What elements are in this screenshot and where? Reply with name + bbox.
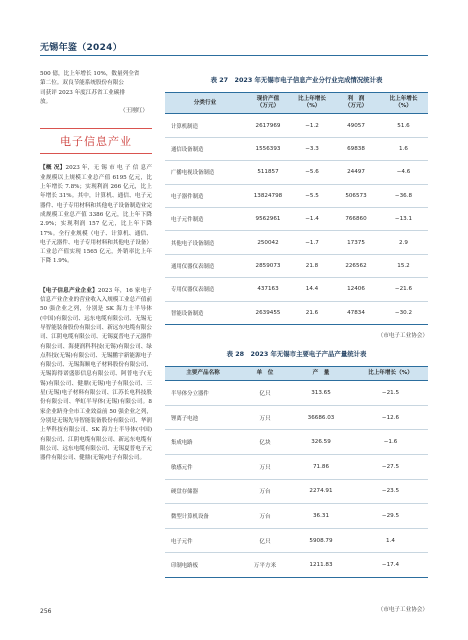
row-label: 电子器件制造 xyxy=(165,184,245,207)
backbone-paragraph xyxy=(40,287,152,464)
table-row xyxy=(165,528,428,553)
cell-value: −27.5 xyxy=(353,454,428,479)
intro-line: 司获评 2023 年度江苏省工业碳排 xyxy=(40,89,125,96)
table28-header-cell: 单 位 xyxy=(241,367,289,381)
table27-header-cell: 现价产值 （万元） xyxy=(245,93,291,114)
page-number: 256 xyxy=(40,608,52,615)
cell-value: 5908.79 xyxy=(289,528,353,553)
cell-value: 2639455 xyxy=(245,301,291,324)
row-label: 广播电视设备制造 xyxy=(165,161,245,184)
row-label: 计算机制造 xyxy=(165,114,245,137)
cell-value: −36.8 xyxy=(379,184,428,207)
row-label: 敏感元件 xyxy=(165,454,241,479)
cell-value: 24497 xyxy=(333,161,379,184)
overview-text: 2023 年，无 锡 市 电 子 信 息产业规模以上规模工业总产值 6195 亿元，比上年增长 7.8%；实现利润 266 亿元，比上年增长 31%。其中，计算机、通信、电子元器件、电子专用材料和其他电子设备制造业完成规模工业总产值 3386 亿元，比上年下降 2.9%；实现利润 157 亿元，比上年下降 17%。全行业规模（电子、计算机、通信、电子元器件、电子专用材料和其他电子设备）工业总产值实现 1565 亿元，外销率比上年下降 1.9%。 xyxy=(40,165,152,265)
row-label: 专用仪器仪表制造 xyxy=(165,278,245,301)
cell-value: 1.4 xyxy=(353,528,428,553)
row-label: 微型计算机设备 xyxy=(165,504,241,529)
backbone-label: 【电子信息产业企业】 xyxy=(40,287,98,294)
table28 xyxy=(165,366,428,578)
table-row xyxy=(165,161,428,184)
table27-header-cell: 比上年增长 （%） xyxy=(291,93,333,114)
table27 xyxy=(165,92,428,325)
cell-value: 2617969 xyxy=(245,114,291,137)
cell-value: 326.59 xyxy=(289,430,353,455)
table-row xyxy=(165,504,428,529)
overview-label: 【概 况】 xyxy=(40,165,66,172)
cell-value: 2274.91 xyxy=(289,479,353,504)
header-rule xyxy=(40,55,428,56)
table27-header-row xyxy=(165,93,428,114)
row-label: 通用仪器仪表制造 xyxy=(165,254,245,277)
cell-value: −21.6 xyxy=(379,278,428,301)
cell-value: 250042 xyxy=(245,231,291,254)
table27-header-cell: 比上年增长 （%） xyxy=(379,93,428,114)
cell-value: 511857 xyxy=(245,161,291,184)
backbone-text: 2023 年，16 家电子信息产业企业的营业收入入规模工业总产值前 50 强企业之列，分别是 SK 海力士半导体(中国)有限公司、远东电缆有限公司、无锡无导智能装备股份有限公司、新远东电缆有限公司、江阴电缆有限公司、无锡夏普电子元器件有限公司、海捷润科科技(无锡)有限公司、绿点科技(无锡)有限公司、无锡鹏宇新能源电子有限公司、无锡海顺电子材料股份有限公司、无锡海得诺盛影信息有限公司、阿普电子(无锡)有限公司、健鼎(无锡)电子有限公司、三星(无锡)电子材料有限公司、江苏长电科技股份有限公司、华虹半导体(无锡)有限公司。8 家企业跻身全市工业效益前 50 强企业之列，分别是无锡先导智能装备股份有限公司、华润上华科技有限公司、SK 海力士半导体(中国)有限公司、江阴电缆有限公司、新远东电缆有限公司、远东电缆有限公司、无锡夏普电子元器件有限公司、健鼎(无锡)电子有限公司。 xyxy=(40,287,152,462)
row-label: 硬盘存储器 xyxy=(165,479,241,504)
section-banner xyxy=(40,128,152,154)
cell-value: 1211.83 xyxy=(289,553,353,578)
table-row xyxy=(165,137,428,160)
row-label: 电子元件 xyxy=(165,528,241,553)
row-label: 锂离子电池 xyxy=(165,405,241,430)
cell-value: 69838 xyxy=(333,137,379,160)
cell-value: 1.6 xyxy=(379,137,428,160)
table-row xyxy=(165,207,428,230)
cell-value: 21.6 xyxy=(291,301,333,324)
table-row xyxy=(165,430,428,455)
cell-value: 万台 xyxy=(241,504,289,529)
table28-source: （市电子工业协会） xyxy=(377,607,428,613)
cell-value: 13824798 xyxy=(245,184,291,207)
row-label: 智能设备制造 xyxy=(165,301,245,324)
cell-value: −5.5 xyxy=(291,184,333,207)
cell-value: −1.7 xyxy=(291,231,333,254)
table-row xyxy=(165,301,428,324)
row-label: 印制电路板 xyxy=(165,553,241,578)
table28-header-cell: 主要产品名称 xyxy=(165,367,241,381)
cell-value: −29.5 xyxy=(353,504,428,529)
cell-value: 226562 xyxy=(333,254,379,277)
table27-caption: 表 27 2023 年无锡市电子信息产业分行业完成情况统计表 xyxy=(210,76,383,84)
cell-value: −12.6 xyxy=(353,405,428,430)
cell-value: 36686.03 xyxy=(289,405,353,430)
cell-value: −30.2 xyxy=(379,301,428,324)
cell-value: 71.86 xyxy=(289,454,353,479)
cell-value: 9562961 xyxy=(245,207,291,230)
cell-value: 506573 xyxy=(333,184,379,207)
table28-header-cell: 产 量 xyxy=(289,367,353,381)
intro-line: 第二位。双良节能系统股份有限公 xyxy=(40,80,124,87)
cell-value: 21.8 xyxy=(291,254,333,277)
table-row xyxy=(165,381,428,406)
table28-caption: 表 28 2023 年无锡市主要电子产品产量统计表 xyxy=(226,350,367,358)
cell-value: −3.3 xyxy=(291,137,333,160)
cell-value: 万台 xyxy=(241,479,289,504)
cell-value: 47834 xyxy=(333,301,379,324)
cell-value: 14.4 xyxy=(291,278,333,301)
row-label: 通信设备制造 xyxy=(165,137,245,160)
cell-value: 1556393 xyxy=(245,137,291,160)
cell-value: −21.5 xyxy=(353,381,428,406)
table28-header-row xyxy=(165,367,428,381)
cell-value: −4.6 xyxy=(379,161,428,184)
table28-header-cell: 比上年增长（%） xyxy=(353,367,428,381)
cell-value: 49057 xyxy=(333,114,379,137)
cell-value: 2859073 xyxy=(245,254,291,277)
cell-value: −1.4 xyxy=(291,207,333,230)
paragraph-gap xyxy=(40,267,152,287)
cell-value: 313.65 xyxy=(289,381,353,406)
intro-line: 500 億，比上年增长 10%，数量列全省 xyxy=(40,71,140,77)
table-row xyxy=(165,553,428,578)
table-row xyxy=(165,184,428,207)
table-row xyxy=(165,454,428,479)
table-row xyxy=(165,479,428,504)
row-label: 电子元件制造 xyxy=(165,207,245,230)
intro-signature: （王刚红） xyxy=(120,108,148,115)
cell-value: 437163 xyxy=(245,278,291,301)
cell-value: −5.6 xyxy=(291,161,333,184)
cell-value: 2.9 xyxy=(379,231,428,254)
cell-value: −23.5 xyxy=(353,479,428,504)
cell-value: 万只 xyxy=(241,454,289,479)
table27-source: （市电子工业协会） xyxy=(377,333,428,339)
row-label: 其他电子设备制造 xyxy=(165,231,245,254)
table28-body xyxy=(165,381,428,578)
table-row xyxy=(165,278,428,301)
left-column xyxy=(40,70,152,463)
table-row xyxy=(165,405,428,430)
cell-value: 36.31 xyxy=(289,504,353,529)
table27-body xyxy=(165,114,428,325)
cell-value: 亿只 xyxy=(241,528,289,553)
cell-value: −17.4 xyxy=(353,553,428,578)
cell-value: −1.2 xyxy=(291,114,333,137)
cell-value: 12406 xyxy=(333,278,379,301)
table27-header-cell: 分类行业 xyxy=(165,93,245,114)
cell-value: 万只 xyxy=(241,405,289,430)
cell-value: 766860 xyxy=(333,207,379,230)
table27-header-cell: 利 润 （万元） xyxy=(333,93,379,114)
row-label: 半导体分立器件 xyxy=(165,381,241,406)
row-label: 集成电路 xyxy=(165,430,241,455)
table-row xyxy=(165,231,428,254)
table-row xyxy=(165,114,428,137)
cell-value: 亿只 xyxy=(241,381,289,406)
running-head: 无锡年鉴（2024） xyxy=(40,43,123,53)
cell-value: 亿块 xyxy=(241,430,289,455)
intro-line: 放。 xyxy=(40,98,52,105)
cell-value: 17375 xyxy=(333,231,379,254)
cell-value: −1.6 xyxy=(353,430,428,455)
cell-value: 51.6 xyxy=(379,114,428,137)
section-title: 电子信息产业 xyxy=(60,134,132,148)
cell-value: 15.2 xyxy=(379,254,428,277)
cell-value: −13.1 xyxy=(379,207,428,230)
cell-value: 万平方米 xyxy=(241,553,289,578)
table-row xyxy=(165,254,428,277)
overview-paragraph xyxy=(40,164,152,266)
